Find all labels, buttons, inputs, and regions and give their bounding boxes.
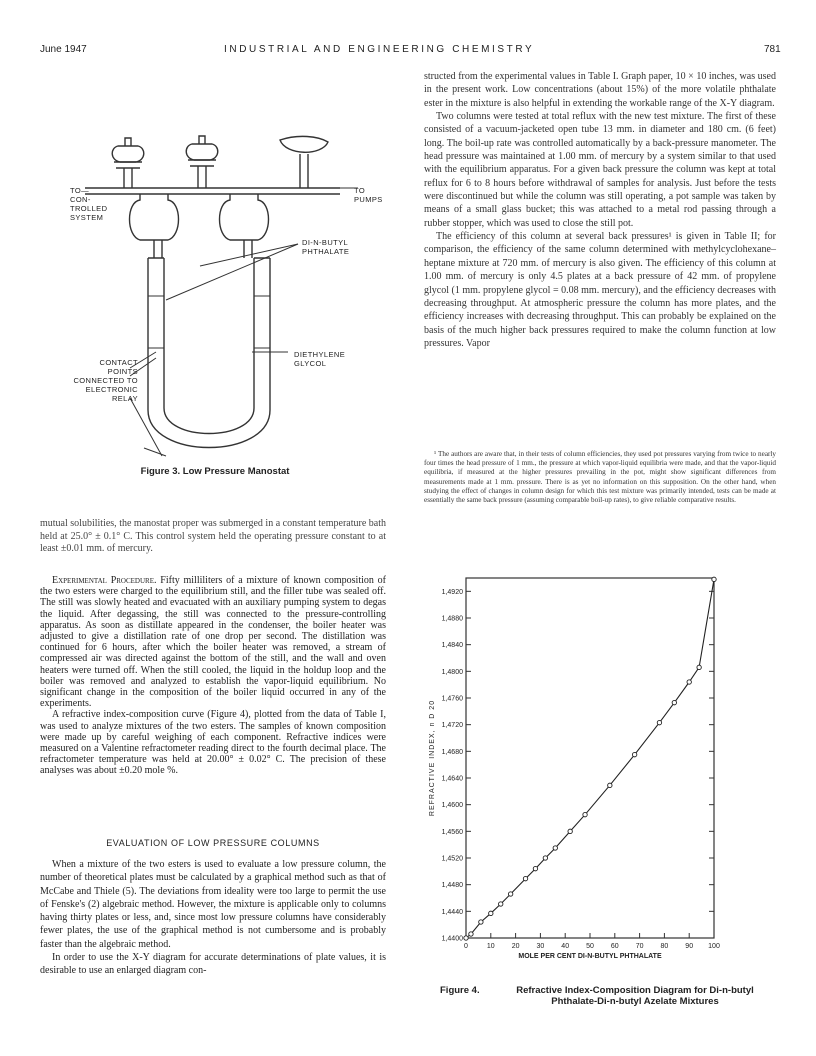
x-tick-label: 10 [486, 943, 495, 950]
figure-4-caption-label: Figure 4. [440, 985, 480, 996]
label-to-controlled-system: TO— CON- TROLLED SYSTEM [70, 186, 108, 222]
footnote [424, 450, 776, 505]
data-point [712, 577, 716, 581]
figure-4-caption [440, 985, 786, 1007]
right-paragraph-c: The efficiency of this column at several back pressures¹ is given in Table II; for comparison, the efficiency of the same column determined with methylcyclohexane–heptane mixture at 720 mm. of mercury is also given. The efficiency of this column at 1.00 mm. of mercury is only 4.5 plates at a back pressure of 42 mm. of propylene glycol (1 mm. propylene glycol = 0.08 mm. mercury), and the efficiency decreases with decreasing throughput. At atmospheric pressure the column has more plates, and the efficiency increases with decreasing throughput. This can probably be explained on the basis of the much higher back pressures required to make the column function at low pressures. Vapor [424, 231, 776, 349]
evaluation-paragraph: When a mixture of the two esters is used to evaluate a low pressure column, the number of theoretical plates must be calculated by a graphical method such as that of McCabe and Thiele (5). The deviations from ideality were too large to permit the use of Fenske's (2) algebraic method. However, the mixture is applicable only to columns having thirty plates or less, and, since most low pressure columns have considerably fewer plates, the use of the graphical method is not cumbersome and is probably faster than the algebraic method. [40, 859, 386, 950]
figure-4-caption-text: Refractive Index-Composition Diagram for Di-n-butyl Phthalate-Di-n-butyl Azelate Mixtures [516, 985, 754, 1007]
data-point [632, 752, 636, 756]
data-point [553, 846, 557, 850]
data-point [508, 892, 512, 896]
y-tick-label: 1,4880 [441, 615, 463, 623]
left-paragraph-a [40, 518, 386, 556]
data-point [697, 665, 701, 669]
data-point [583, 812, 587, 816]
refractive-index-paragraph: A refractive index-composition curve (Figure 4), plotted from the data of Table I, was used to analyze mixtures of the two esters. The samples of known composition were made up by careful weighing of each component. Refractive indices were measured on a Valentine refractometer reading direct to the fourth decimal place. The refractometer temperature was held at 20.00° ± 0.02° C. The precision of these analyses was about ±0.20 mole %. [40, 709, 386, 777]
y-tick-label: 1,4760 [441, 695, 463, 703]
header-date: June 1947 [40, 44, 87, 55]
experimental-procedure-lead: Experimental Procedure. [52, 575, 157, 586]
x-tick-label: 80 [660, 943, 669, 950]
right-column-text [424, 70, 776, 350]
refractive-index-chart [424, 560, 764, 980]
left-paragraph-b [40, 575, 386, 777]
y-tick-label: 1,4920 [441, 588, 463, 596]
y-tick-label: 1,4560 [441, 828, 463, 836]
y-tick-label: 1,4480 [441, 882, 463, 890]
data-point [464, 936, 468, 940]
x-axis-label: MOLE PER CENT DI-N-BUTYL PHTHALATE [518, 953, 662, 960]
y-tick-label: 1,4520 [441, 855, 463, 863]
data-point [523, 876, 527, 880]
y-tick-label: 1,4720 [441, 722, 463, 730]
y-tick-label: 1,4640 [441, 775, 463, 783]
label-di-n-butyl-phthalate: DI-N-BUTYL PHTHALATE [302, 238, 350, 256]
data-point [543, 856, 547, 860]
experimental-procedure-paragraph [40, 575, 386, 709]
section-heading: EVALUATION OF LOW PRESSURE COLUMNS [106, 838, 320, 848]
x-tick-label: 30 [536, 943, 545, 950]
x-tick-label: 60 [610, 943, 619, 950]
right-paragraph-a: structed from the experimental values in Table I. Graph paper, 10 × 10 inches, was used in the present work. Low concentrations (about 15%) of the more volatile phthalate ester in the mixture is also helpful in extending the workable range of the X-Y diagram. [424, 71, 776, 109]
data-point [687, 680, 691, 684]
data-point [479, 920, 483, 924]
series-line [466, 579, 714, 938]
manostat-paragraph: mutual solubilities, the manostat proper was submerged in a constant temperature bath held at 25.0° ± 0.1° C. This control system held the operating pressure constant to at least ±0.01 mm. of mercury. [40, 518, 386, 555]
y-axis-label: REFRACTIVE INDEX, n D 20 [429, 699, 436, 817]
label-diethylene-glycol: DIETHYLENE GLYCOL [294, 350, 346, 368]
x-tick-label: 100 [708, 943, 720, 950]
x-tick-label: 70 [635, 943, 644, 950]
y-tick-label: 1,4800 [441, 668, 463, 676]
xy-diagram-paragraph: In order to use the X-Y diagram for accurate determinations of plate values, it is desirable to use an enlarged diagram con- [40, 952, 386, 977]
y-tick-label: 1,4440 [441, 908, 463, 916]
data-point [469, 932, 473, 936]
manostat-drawing [40, 130, 390, 460]
y-tick-label: 1,4840 [441, 642, 463, 650]
right-paragraph-b: Two columns were tested at total reflux with the new test mixture. The first of these consisted of a vacuum-jacketed open tube 13 mm. in diameter and 180 cm. (6 feet) long. The boil-up rate was controlled automatically by a back-pressure manometer. The head pressure was maintained at 1.00 mm. of mercury by a system similar to that used with the equilibrium apparatus. For a given back pressure the column was kept at total reflux for 6 to 8 hours before withdrawal of samples for analysis. Just before the tests were discontinued but while the column was still operating, a pot sample was taken by means of a small glass bucket; this was attached to a metal rod passing through a rubber stopper, which was used to close the still pot. [424, 111, 776, 229]
figure-3-manostat-diagram [40, 130, 390, 460]
x-tick-label: 50 [586, 943, 594, 950]
data-point [499, 902, 503, 906]
left-paragraph-c [40, 858, 386, 978]
figure-4-chart [424, 560, 764, 980]
x-tick-label: 20 [511, 943, 520, 950]
page-number: 781 [764, 44, 781, 55]
data-point [568, 829, 572, 833]
y-tick-label: 1,4680 [441, 748, 463, 756]
experimental-procedure-text: Fifty milliliters of a mixture of known composition of the two esters were charged to the equilibrium still, and the filler tube was sealed off. The still was slowly heated and evacuated with an auxiliary pumping system to degas the liquid. After degassing, the still was connected to the pressure-controlling apparatus. As soon as distillate appeared in the condenser, the boiler heater was adjusted to give a distillation rate of one drop per second. The distillation was continued for 6 hours, after which the boiler heater was removed, a stream of compressed air was directed against the bottom of the still, and the wall and oven heaters were turned off. When the still cooled, the liquid in the holdup loop and the boiler was removed and analyzed to establish the vapor-liquid equilibrium. No significant change in the composition of the boiler liquid occurred in any of the experiments. [40, 575, 386, 710]
label-contact-points: CONTACT POINTS CONNECTED TO ELECTRONIC RELAY [73, 358, 138, 403]
data-point [533, 866, 537, 870]
y-tick-label: 1,4600 [441, 802, 463, 810]
x-tick-label: 40 [561, 943, 570, 950]
data-point [672, 700, 676, 704]
plot-frame [466, 578, 714, 938]
footnote-text: ¹ The authors are aware that, in their tests of column efficiencies, they used pot pressures varying from twice to nearly four times the head pressure of 1 mm., the pressure at which vapor-liquid equilibria were made, and that the vapor-liquid equilibria, if measured at the higher pressures prevailing in the pot, might show significant differences from measurements made at 1 mm. pressure. There is as yet no information on this supposition. On the other hand, when studying the effect of changes in column design for which this test mixture was primarily intended, tests can be made at essentially the same back pressure (assuming comparable boil-up rates), to give reliable comparative results. [424, 450, 776, 505]
data-point [489, 911, 493, 915]
figure-3-caption: Figure 3. Low Pressure Manostat [140, 466, 290, 477]
label-to-pumps: TO PUMPS [354, 186, 383, 204]
x-tick-label: 90 [685, 943, 694, 950]
data-point [657, 720, 661, 724]
journal-title: INDUSTRIAL AND ENGINEERING CHEMISTRY [224, 44, 535, 55]
data-point [608, 783, 612, 787]
y-tick-label: 1,4400 [441, 935, 463, 943]
x-tick-label: 0 [464, 943, 468, 950]
